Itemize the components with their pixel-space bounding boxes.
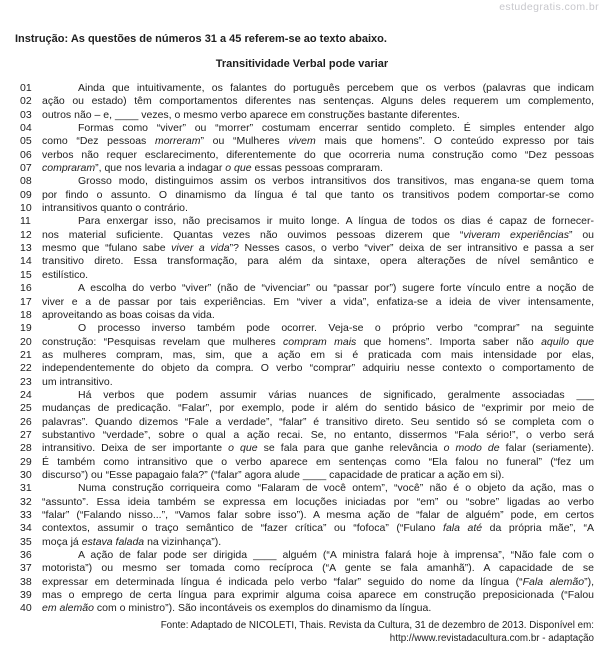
- text-line: [20, 602, 594, 615]
- line-number: 34: [20, 522, 32, 535]
- line-number: 20: [20, 335, 32, 348]
- line-text: A escolha do verbo “viver” (não de “vivenciar” ou “passar por”) sugere forte vínculo entre a noção de: [78, 282, 594, 295]
- line-text: contextos, assumir o traço semântico de “fazer crítica” ou “fofoca” (“Fulano fala até da própria mãe”, “A: [42, 522, 595, 535]
- line-text: “falar” (“Falando nisso...”, “Vamos falar sobre isso”). A mesma ação de “falar de alguém” pode, em certos: [42, 509, 594, 521]
- line-number: 32: [20, 495, 32, 508]
- line-text: Grosso modo, distinguimos assim os verbos intransitivos dos transitivos, mas engana-se quem toma: [78, 175, 594, 188]
- line-text: ação ou estado) têm comportamentos diferentes nas sentenças. Alguns deles requerem um complemento,: [42, 95, 594, 108]
- text-line: [20, 296, 594, 309]
- line-number: 08: [20, 175, 32, 188]
- line-text: construção: “Pesquisas revelam que mulheres compram mais que homens”. Importa saber não aquilo que: [42, 335, 594, 348]
- line-number: 31: [20, 482, 32, 495]
- line-number: 35: [20, 535, 32, 548]
- line-number: 22: [20, 362, 32, 375]
- text-line: [20, 576, 594, 589]
- line-text: mesmo que “fulano sabe viver a vida”? Nesses casos, o verbo “viver” deixa de ser intransitivo e passa a ser: [42, 242, 595, 255]
- text-line: [20, 175, 594, 188]
- text-line: [20, 255, 594, 268]
- text-line: [20, 469, 594, 482]
- line-number: 25: [20, 402, 32, 415]
- line-text: as mulheres compram, mas, sim, que a ação em si é praticada com mais intensidade por elas,: [42, 348, 594, 361]
- line-number: 19: [20, 322, 32, 335]
- text-line: [20, 149, 594, 162]
- line-text: Há verbos que podem assumir várias nuances de significado, geralmente associadas ___: [78, 388, 594, 401]
- line-number: 10: [20, 202, 32, 215]
- line-number: 24: [20, 388, 32, 401]
- line-number: 26: [20, 415, 32, 428]
- text-line: [20, 82, 594, 95]
- line-number: 37: [20, 562, 32, 575]
- text-line: [20, 135, 594, 148]
- text-line: [20, 482, 594, 495]
- line-text: Numa construção corriqueira como “Falaram de você ontem”, “você” não é o objeto da ação, mas o: [78, 482, 594, 495]
- line-text: expressar em determinada língua é indicada pelo verbo “falar” seguido do nome da língua (“Fala alemão”),: [42, 575, 594, 588]
- line-text: mudanças de predicação. “Falar”, por exemplo, pode ir além do sentido básico de “exprimir por meio de: [42, 402, 594, 415]
- line-text: viver e a de passar por tais experiências. Em “viver a vida”, enfatiza-se a ideia de viver intensamente,: [42, 295, 594, 308]
- line-text: motorista”) ou mesmo ser tomada como recíproca (“A gente se fala amanhã”). A capacidade de se: [42, 562, 594, 575]
- line-number: 09: [20, 188, 32, 201]
- text-line: [20, 189, 594, 202]
- text-line: [20, 362, 594, 375]
- line-number: 30: [20, 468, 32, 481]
- text-line: [20, 109, 594, 122]
- line-number: 12: [20, 228, 32, 241]
- line-number: 11: [20, 215, 31, 228]
- text-line: [20, 536, 594, 549]
- text-line: [20, 429, 594, 442]
- line-number: 38: [20, 575, 32, 588]
- text-line: [20, 402, 594, 415]
- site-watermark: estudegratis.com.br: [499, 1, 599, 13]
- line-text: intransitivos quanto o contrário.: [42, 202, 188, 215]
- line-text: palavras”. Quando dizemos “Fale a verdade”, “falar” é transitivo direto. Seu sentido só se completa com o: [42, 415, 594, 428]
- line-text: Formas como “viver” ou “morrer” costumam encerrar sentido completo. É simples entender algo: [78, 122, 594, 135]
- text-line: [20, 509, 594, 522]
- text-line: [20, 95, 594, 108]
- text-line: [20, 442, 594, 455]
- source-line-1: Fonte: Adaptado de NICOLETI, Thais. Revista da Cultura, 31 de dezembro de 2013. Disponível em:: [160, 620, 594, 631]
- line-number: 06: [20, 148, 32, 161]
- line-text: discurso”) ou “Esse papagaio fala?” (“falar” agora alude ____ capacidade de praticar a ação em si).: [42, 468, 505, 481]
- line-text: nos material suficiente. Quantas vezes não ouvimos pessoas dizerem que “viveram experiências” ou: [42, 228, 595, 241]
- line-text: estilístico.: [42, 268, 89, 281]
- text-lines: [20, 82, 594, 616]
- line-number: 33: [20, 509, 32, 521]
- text-line: [20, 589, 594, 602]
- line-number: 23: [20, 375, 32, 388]
- line-number: 07: [20, 162, 32, 175]
- text-line: [20, 389, 594, 402]
- text-line: [20, 336, 594, 349]
- line-number: 15: [20, 268, 32, 281]
- text-line: [20, 282, 594, 295]
- line-number: 14: [20, 255, 32, 268]
- line-text: aproveitando as boas coisas da vida.: [42, 308, 215, 321]
- text-line: [20, 349, 594, 362]
- line-text: como “Dez pessoas morreram” ou “Mulheres vivem mais que homens”. O conteúdo expresso por tais: [42, 135, 595, 148]
- line-text: A ação de falar pode ser dirigida ____ alguém (“A ministra falará hoje à imprensa”, “Não fale com o: [78, 549, 594, 562]
- text-line: [20, 496, 594, 509]
- line-number: 02: [20, 95, 32, 108]
- line-text: Para enxergar isso, não precisamos ir muito longe. A língua de todos os dias é capaz de fornecer-: [78, 215, 594, 228]
- line-number: 13: [20, 242, 32, 255]
- instruction-text: Instrução: As questões de números 31 a 45 referem-se ao texto abaixo.: [15, 33, 387, 45]
- line-text: compraram”, que nos levaria a indagar o que essas pessoas compraram.: [42, 162, 383, 175]
- text-line: [20, 309, 594, 322]
- line-text: O processo inverso também pode ocorrer. Veja-se o próprio verbo “comprar” na seguinte: [78, 322, 594, 335]
- line-text: Ainda que intuitivamente, os falantes do português percebem que os verbos (palavras que indicam: [78, 82, 594, 94]
- line-number: 39: [20, 589, 32, 602]
- text-line: [20, 202, 594, 215]
- text-line: [20, 229, 594, 242]
- text-line: [20, 456, 594, 469]
- text-line: [20, 322, 594, 335]
- line-text: “assunto”. Essa ideia também se expressa em locuções iniciadas por “em” ou “sobre” ligadas ao verbo: [42, 495, 594, 508]
- text-line: [20, 122, 594, 135]
- text-line: [20, 416, 594, 429]
- line-text: outros não – e, ____ vezes, o mesmo verbo aparece em construções bastante diferentes.: [42, 108, 460, 121]
- line-number: 28: [20, 442, 32, 455]
- text-line: [20, 242, 594, 255]
- page-title: Transitividade Verbal pode variar: [215, 58, 389, 70]
- text-line: [20, 562, 594, 575]
- line-number: 21: [20, 348, 32, 361]
- line-text: independentemente do objeto da compra. O verbo “comprar” adquiriu nesse contexto o comportamento de: [42, 362, 594, 375]
- line-number: 05: [20, 135, 32, 148]
- line-text: um intransitivo.: [42, 375, 113, 388]
- line-number: 17: [20, 295, 32, 308]
- line-text: em alemão com o ministro”). São incontáveis os exemplos do dinamismo da língua.: [42, 602, 432, 615]
- line-number: 03: [20, 108, 32, 121]
- source-citation: [10, 619, 594, 645]
- text-line: [20, 522, 594, 535]
- text-line: [20, 376, 594, 389]
- text-line: [20, 549, 594, 562]
- line-number: 29: [20, 455, 32, 468]
- line-text: verbos não requer esclarecimento, diferentemente do que ocorreria numa construção como “Dez pessoas: [42, 148, 594, 161]
- line-number: 18: [20, 308, 32, 321]
- line-text: por findo o assunto. O dinamismo da língua é tal que tanto os transitivos podem comportar-se como: [42, 188, 594, 201]
- line-number: 01: [20, 82, 32, 94]
- line-text: substantivo “verdade”, sobre o qual a ação recai. Se, no entanto, dissermos “Fala sério!”, o verbo será: [42, 428, 594, 441]
- text-line: [20, 215, 594, 228]
- source-line-2: http://www.revistadacultura.com.br - adaptação: [389, 633, 594, 644]
- line-number: 04: [20, 122, 32, 135]
- line-number: 27: [20, 428, 32, 441]
- line-text: É também como intransitivo que o verbo aparece em sentenças como “Ela falou no funeral” (“fez um: [42, 455, 594, 468]
- line-number: 16: [20, 282, 32, 295]
- text-line: [20, 269, 594, 282]
- line-text: moça já estava falada na vizinhança”).: [42, 535, 222, 548]
- line-text: mas o emprego de certa língua para exprimir alguma coisa aparece em construção preposicionada (“Falou: [42, 589, 594, 602]
- line-text: intransitivo. Deixa de ser importante o que se fala para que ganhe relevância o modo de falar (seriamente).: [42, 442, 594, 455]
- line-text: transitivo direto. Essa transformação, para além da sintaxe, opera alterações de nível semântico e: [42, 255, 594, 268]
- text-line: [20, 162, 594, 175]
- line-number: 40: [20, 602, 32, 615]
- line-number: 36: [20, 549, 32, 562]
